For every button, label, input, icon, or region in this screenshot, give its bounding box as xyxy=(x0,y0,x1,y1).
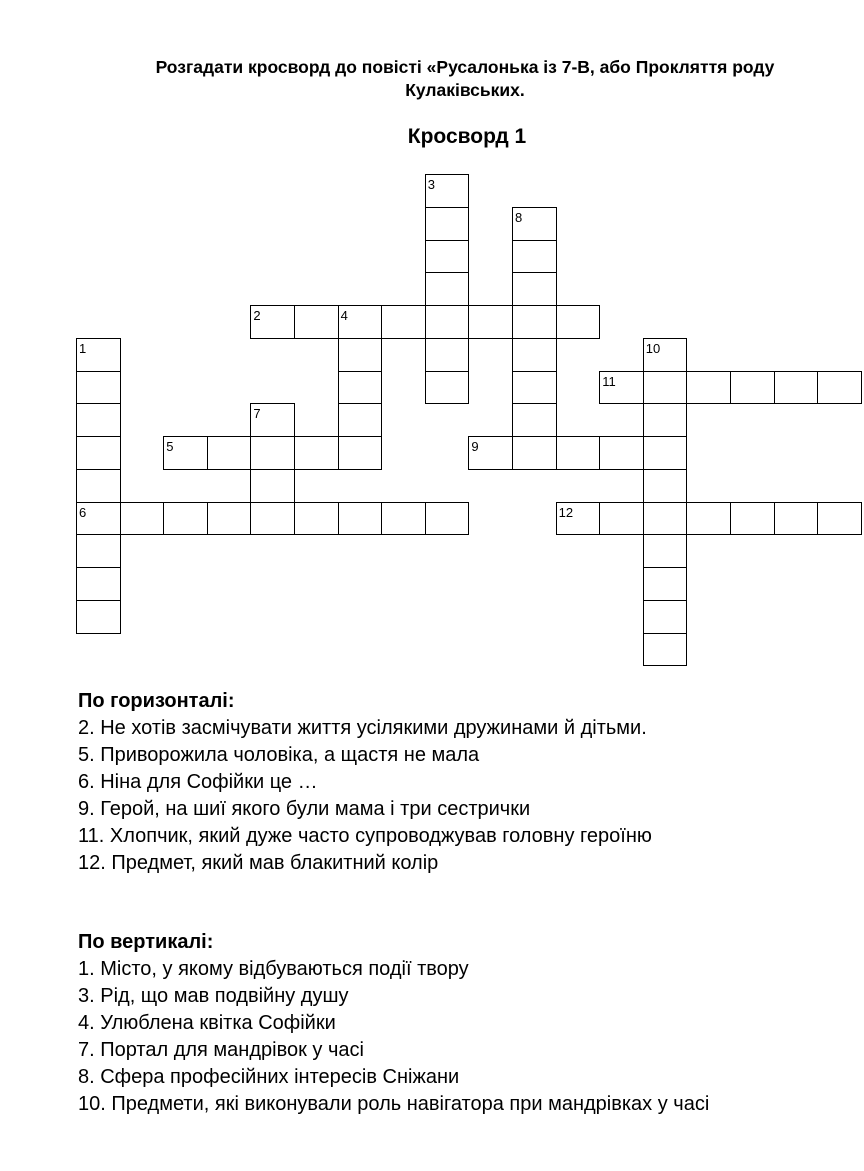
crossword-cell[interactable] xyxy=(686,502,731,536)
across-clue: 6. Ніна для Софійки це … xyxy=(78,771,318,793)
crossword-cell[interactable] xyxy=(338,403,383,437)
across-clue: 12. Предмет, який мав блакитний колір xyxy=(78,852,439,874)
cell-number: 10 xyxy=(645,340,661,356)
cell-number: 12 xyxy=(558,504,574,520)
cell-number: 2 xyxy=(253,308,261,323)
crossword-cell[interactable] xyxy=(556,305,601,339)
crossword-cell[interactable] xyxy=(76,338,121,372)
crossword-cell[interactable] xyxy=(250,436,295,470)
crossword-cell[interactable] xyxy=(338,502,383,536)
crossword-cell[interactable] xyxy=(250,502,295,536)
crossword-cell[interactable] xyxy=(76,469,121,503)
across-clue: 11. Хлопчик, який дуже часто супроводжував головну героїню xyxy=(78,825,652,847)
crossword-cell[interactable] xyxy=(512,338,557,372)
crossword-cell[interactable] xyxy=(643,436,688,470)
crossword-cell[interactable] xyxy=(76,502,121,536)
crossword-cell[interactable] xyxy=(643,338,688,372)
crossword-cell[interactable] xyxy=(643,403,688,437)
cell-number: 6 xyxy=(79,504,87,520)
crossword-cell[interactable] xyxy=(686,371,731,405)
crossword-cell[interactable] xyxy=(556,502,601,536)
crossword-cell[interactable] xyxy=(643,567,688,601)
down-clue: 7. Портал для мандрівок у часі xyxy=(78,1039,364,1061)
cell-number: 11 xyxy=(602,373,616,389)
crossword-cell[interactable] xyxy=(425,338,470,372)
crossword-cell[interactable] xyxy=(730,502,775,536)
crossword-cell[interactable] xyxy=(76,534,121,568)
down-clue: 3. Рід, що мав подвійну душу xyxy=(78,985,349,1007)
crossword-cell[interactable] xyxy=(250,469,295,503)
crossword-cell[interactable] xyxy=(643,534,688,568)
across-clue: 5. Приворожила чоловіка, а щастя не мала xyxy=(78,744,480,766)
across-clue: 9. Герой, на шиї якого були мама і три сестрички xyxy=(78,798,531,820)
heading-line-1: Розгадати кросворд до повісті «Русалонька із 7-В, або Прокляття роду xyxy=(155,57,775,77)
across-title: По горизонталі: xyxy=(78,690,235,712)
crossword-cell[interactable] xyxy=(250,403,295,437)
cell-number: 1 xyxy=(79,340,87,356)
crossword-cell[interactable] xyxy=(250,305,295,339)
crossword-cell[interactable] xyxy=(338,436,383,470)
crossword-cell[interactable] xyxy=(512,240,557,274)
heading-line-2: Кулаківських. xyxy=(405,80,525,100)
crossword-cell[interactable] xyxy=(338,305,383,339)
crossword-cell[interactable] xyxy=(468,305,513,339)
crossword-cell[interactable] xyxy=(425,371,470,405)
across-clue: 2. Не хотів засмічувати життя усілякими дружинами й дітьми. xyxy=(78,717,647,739)
crossword-cell[interactable] xyxy=(425,240,470,274)
crossword-cell[interactable] xyxy=(556,436,601,470)
crossword-cell[interactable] xyxy=(599,436,644,470)
cell-number: 4 xyxy=(340,308,348,323)
cell-number: 3 xyxy=(427,177,436,192)
crossword-cell[interactable] xyxy=(599,371,644,405)
crossword-cell[interactable] xyxy=(76,600,121,634)
cell-number: 9 xyxy=(471,439,479,454)
crossword-cell[interactable] xyxy=(76,371,121,405)
crossword-cell[interactable] xyxy=(425,272,470,306)
crossword-cell[interactable] xyxy=(381,502,426,536)
crossword-cell[interactable] xyxy=(425,207,470,241)
crossword-cell[interactable] xyxy=(338,338,383,372)
crossword-cell[interactable] xyxy=(207,436,252,470)
down-title: По вертикалі: xyxy=(78,931,214,953)
crossword-cell[interactable] xyxy=(76,567,121,601)
crossword-cell[interactable] xyxy=(730,371,775,405)
crossword-cell[interactable] xyxy=(76,403,121,437)
down-clues xyxy=(78,929,858,1118)
crossword-cell[interactable] xyxy=(774,502,819,536)
crossword-cell[interactable] xyxy=(425,305,470,339)
crossword-cell[interactable] xyxy=(163,436,208,470)
down-clue: 8. Сфера професійних інтересів Сніжани xyxy=(78,1066,460,1088)
crossword-cell[interactable] xyxy=(643,371,688,405)
crossword-cell[interactable] xyxy=(512,207,557,241)
across-clues xyxy=(78,688,858,877)
crossword-cell[interactable] xyxy=(381,305,426,339)
crossword-cell[interactable] xyxy=(512,403,557,437)
crossword-cell[interactable] xyxy=(643,469,688,503)
crossword-cell[interactable] xyxy=(425,174,470,208)
crossword-cell[interactable] xyxy=(294,305,339,339)
crossword-cell[interactable] xyxy=(207,502,252,536)
crossword-cell[interactable] xyxy=(120,502,165,536)
cell-number: 7 xyxy=(253,406,261,422)
cell-number: 5 xyxy=(166,439,174,454)
crossword-cell[interactable] xyxy=(163,502,208,536)
down-clue: 10. Предмети, які виконували роль навігатора при мандрівках у часі xyxy=(78,1093,710,1115)
crossword-cell[interactable] xyxy=(468,436,513,470)
down-clue: 1. Місто, у якому відбуваються події твору xyxy=(78,958,469,980)
crossword-cell[interactable] xyxy=(76,436,121,470)
crossword-cell[interactable] xyxy=(425,502,470,536)
down-clue: 4. Улюблена квітка Софійки xyxy=(78,1012,336,1034)
crossword-cell[interactable] xyxy=(643,633,688,667)
crossword-cell[interactable] xyxy=(643,502,688,536)
crossword-cell[interactable] xyxy=(774,371,819,405)
crossword-cell[interactable] xyxy=(512,305,557,339)
crossword-cell[interactable] xyxy=(294,436,339,470)
crossword-cell[interactable] xyxy=(338,371,383,405)
cell-number: 8 xyxy=(515,209,523,225)
crossword-cell[interactable] xyxy=(512,272,557,306)
crossword-cell[interactable] xyxy=(599,502,644,536)
puzzle-title: Кросворд 1 xyxy=(407,125,527,148)
crossword-cell[interactable] xyxy=(512,436,557,470)
crossword-cell[interactable] xyxy=(294,502,339,536)
crossword-cell[interactable] xyxy=(512,371,557,405)
crossword-cell[interactable] xyxy=(643,600,688,634)
crossword-cell[interactable] xyxy=(817,502,862,536)
crossword-cell[interactable] xyxy=(817,371,862,405)
